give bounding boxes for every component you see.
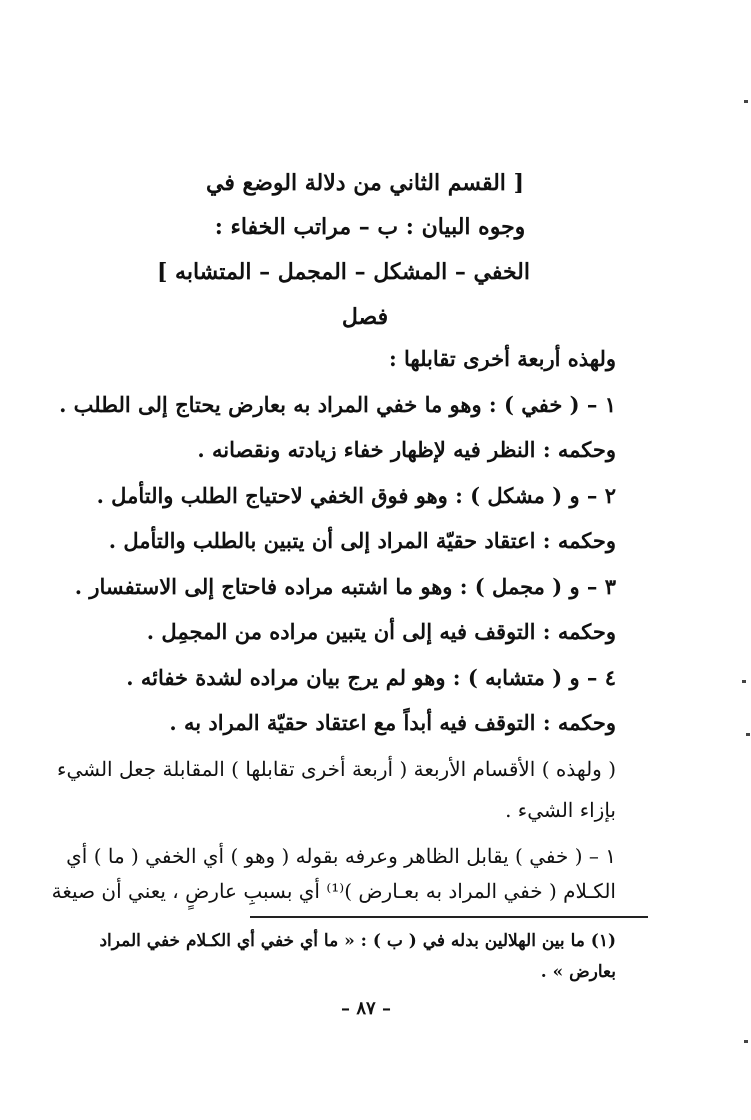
matn-item-1: ١ – ( خفي ) : وهو ما خفي المراد به بعارض يحتاج إلى الطلب . <box>59 392 616 417</box>
scan-mark <box>744 1040 748 1043</box>
matn-intro: ولهذه أربعة أخرى تقابلها : <box>388 346 616 371</box>
matn-item-2-rule: وحكمه : اعتقاد حقيّة المراد إلى أن يتبين بالطلب والتأمل . <box>108 528 616 553</box>
matn-item-3-rule: وحكمه : التوقف فيه إلى أن يتبين مراده من المجمِل . <box>146 619 616 644</box>
scan-mark <box>742 680 746 683</box>
chapter-title: فصل <box>341 304 389 330</box>
scan-mark <box>744 100 748 103</box>
section-heading-line-3: الخفي – المشكل – المجمل – المتشابه ] <box>156 259 530 285</box>
footnote-separator <box>250 916 648 918</box>
matn-item-4: ٤ – و ( متشابه ) : وهو لم يرج بيان مراده لشدة خفائه . <box>126 665 616 690</box>
section-heading-line-2: وجوه البيان : ب – مراتب الخفاء : <box>214 214 526 240</box>
matn-item-4-rule: وحكمه : التوقف فيه أبداً مع اعتقاد حقيّة المراد به . <box>169 710 616 735</box>
footnote-line-1: (١) ما بين الهلالين بدله في ( ب ) : « ما أي خفي أي الكـلام خفي المراد <box>99 931 616 951</box>
footnote-line-2: بعارض » . <box>540 962 616 982</box>
scan-mark <box>746 733 750 736</box>
matn-item-3: ٣ – و ( مجمل ) : وهو ما اشتبه مراده فاحتاج إلى الاستفسار . <box>74 574 616 599</box>
matn-item-1-rule: وحكمه : النظر فيه لإظهار خفاء زيادته ونقصانه . <box>197 437 616 462</box>
commentary-p1-line-1: ( ولهذه ) الأقسام الأربعة ( أربعة أخرى تقابلها ) المقابلة جعل الشيء <box>57 757 616 781</box>
commentary-p1-line-2: بإزاء الشيء . <box>505 798 616 822</box>
page-number: – ٨٧ – <box>341 998 391 1019</box>
section-heading-line-1: [ القسم الثاني من دلالة الوضع في <box>206 170 524 196</box>
commentary-p2-line-2: الكـلام ( خفي المراد به بعـارض )⁽¹⁾ أي بسببِ عارضٍ ، يعني أن صيغة <box>51 879 616 903</box>
commentary-p2-line-1: ١ – ( خفي ) يقابل الظاهر وعرفه بقوله ( وهو ) أي الخفي ( ما ) أي <box>66 844 616 868</box>
matn-item-2: ٢ – و ( مشكل ) : وهو فوق الخفي لاحتياج الطلب والتأمل . <box>96 483 616 508</box>
